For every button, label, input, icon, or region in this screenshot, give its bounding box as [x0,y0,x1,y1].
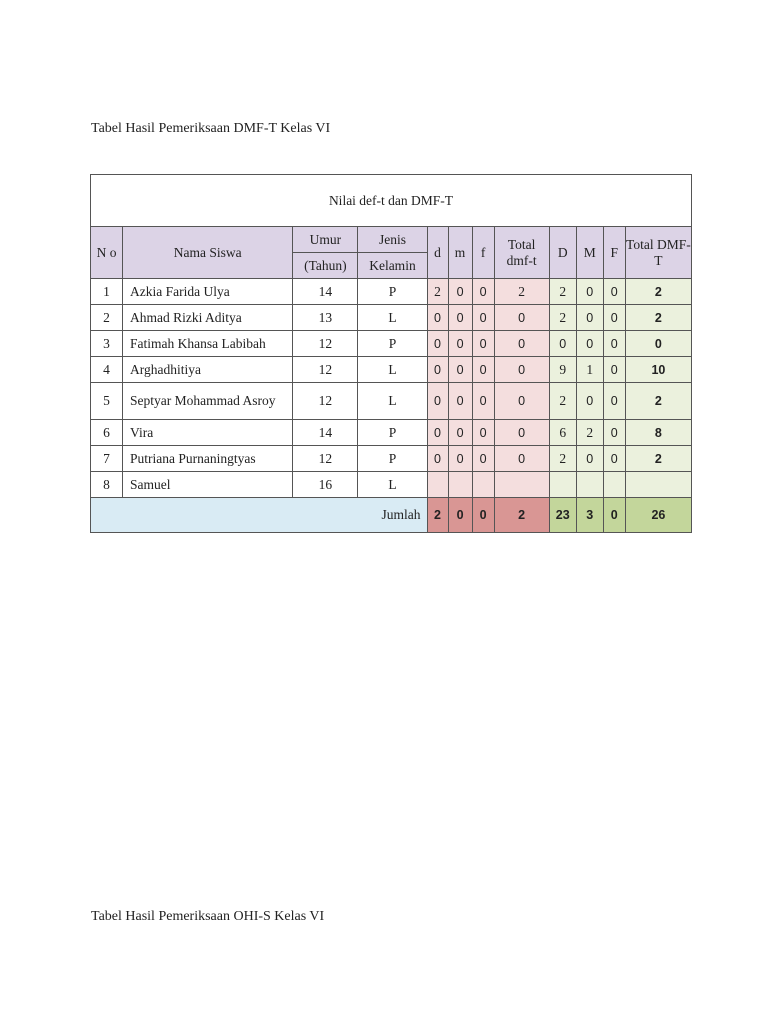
total-f: 0 [472,498,494,533]
cell-d: 0 [427,383,448,420]
cell-m: 0 [448,305,472,331]
cell-umur: 16 [293,472,358,498]
cell-umur: 12 [293,446,358,472]
cell-M: 0 [576,331,603,357]
header-m-upper: M [576,227,603,279]
cell-f: 0 [472,357,494,383]
table-row [91,305,692,331]
table-row [91,472,692,498]
header-f-lower: f [472,227,494,279]
cell-no: 4 [91,357,123,383]
header-d-lower: d [427,227,448,279]
cell-umur: 14 [293,420,358,446]
cell-nama: Vira [123,420,293,446]
total-DMFT: 26 [625,498,691,533]
total-D: 23 [549,498,576,533]
cell-umur: 12 [293,357,358,383]
cell-d [427,472,448,498]
cell-f: 0 [472,279,494,305]
cell-total-dmft: 0 [494,357,549,383]
cell-total-dmft: 0 [494,331,549,357]
header-f-upper: F [603,227,625,279]
cell-total-dmft [494,472,549,498]
cell-d: 0 [427,446,448,472]
cell-nama: Ahmad Rizki Aditya [123,305,293,331]
cell-no: 2 [91,305,123,331]
cell-F [603,472,625,498]
cell-m: 0 [448,279,472,305]
cell-total-DMFT: 0 [625,331,691,357]
cell-no: 3 [91,331,123,357]
cell-total-DMFT: 8 [625,420,691,446]
table-row [91,279,692,305]
total-F: 0 [603,498,625,533]
cell-jenis-kelamin: P [358,279,427,305]
cell-total-DMFT [625,472,691,498]
cell-jenis-kelamin: L [358,472,427,498]
cell-m: 0 [448,331,472,357]
cell-d: 0 [427,305,448,331]
cell-m [448,472,472,498]
header-kelamin: Kelamin [358,253,427,279]
cell-nama: Arghadhitiya [123,357,293,383]
cell-F: 0 [603,357,625,383]
cell-D: 2 [549,305,576,331]
cell-no: 5 [91,383,123,420]
cell-F: 0 [603,420,625,446]
header-total-dmft: Total dmf-t [494,227,549,279]
cell-no: 1 [91,279,123,305]
cell-M: 0 [576,279,603,305]
total-M: 3 [576,498,603,533]
cell-f: 0 [472,446,494,472]
cell-jenis-kelamin: P [358,331,427,357]
cell-jenis-kelamin: L [358,357,427,383]
table-row [91,331,692,357]
cell-m: 0 [448,383,472,420]
header-total-DMFT: Total DMF-T [625,227,691,279]
table-row [91,420,692,446]
header-jenis: Jenis [358,227,427,253]
cell-nama: Azkia Farida Ulya [123,279,293,305]
cell-total-DMFT: 2 [625,305,691,331]
cell-m: 0 [448,420,472,446]
table-caption-ohis: Tabel Hasil Pemeriksaan OHI-S Kelas VI [91,909,325,924]
cell-nama: Septyar Mohammad Asroy [123,383,293,420]
cell-F: 0 [603,446,625,472]
header-no: N o [91,227,123,279]
cell-jenis-kelamin: P [358,446,427,472]
cell-M: 1 [576,357,603,383]
table-title: Nilai def-t dan DMF-T [91,175,692,227]
table-row [91,383,692,420]
cell-f: 0 [472,383,494,420]
header-nama-siswa: Nama Siswa [123,227,293,279]
total-row [91,498,692,533]
cell-total-dmft: 2 [494,279,549,305]
table-row [91,446,692,472]
cell-D: 6 [549,420,576,446]
cell-M: 0 [576,446,603,472]
cell-f: 0 [472,331,494,357]
cell-no: 8 [91,472,123,498]
cell-total-DMFT: 2 [625,383,691,420]
cell-F: 0 [603,383,625,420]
cell-d: 0 [427,420,448,446]
dmft-table [90,174,692,533]
cell-total-DMFT: 2 [625,446,691,472]
cell-M: 0 [576,383,603,420]
cell-no: 6 [91,420,123,446]
cell-M: 0 [576,305,603,331]
cell-total-dmft: 0 [494,383,549,420]
cell-D: 9 [549,357,576,383]
cell-umur: 14 [293,279,358,305]
cell-D: 2 [549,446,576,472]
cell-nama: Samuel [123,472,293,498]
cell-D: 2 [549,383,576,420]
cell-total-dmft: 0 [494,446,549,472]
cell-umur: 12 [293,383,358,420]
total-dmft: 2 [494,498,549,533]
cell-jenis-kelamin: L [358,305,427,331]
header-umur-unit: (Tahun) [293,253,358,279]
cell-F: 0 [603,279,625,305]
cell-jenis-kelamin: L [358,383,427,420]
total-label: Jumlah [91,498,428,533]
cell-no: 7 [91,446,123,472]
cell-m: 0 [448,357,472,383]
cell-f: 0 [472,305,494,331]
header-d-upper: D [549,227,576,279]
cell-umur: 13 [293,305,358,331]
cell-f: 0 [472,420,494,446]
table-caption-dmft: Tabel Hasil Pemeriksaan DMF-T Kelas VI [91,121,331,136]
cell-d: 0 [427,331,448,357]
cell-total-DMFT: 10 [625,357,691,383]
cell-nama: Putriana Purnaningtyas [123,446,293,472]
cell-d: 2 [427,279,448,305]
cell-jenis-kelamin: P [358,420,427,446]
cell-F: 0 [603,305,625,331]
cell-f [472,472,494,498]
cell-umur: 12 [293,331,358,357]
cell-D [549,472,576,498]
cell-F: 0 [603,331,625,357]
cell-M [576,472,603,498]
cell-d: 0 [427,357,448,383]
header-m-lower: m [448,227,472,279]
header-umur: Umur [293,227,358,253]
cell-total-DMFT: 2 [625,279,691,305]
total-m: 0 [448,498,472,533]
cell-nama: Fatimah Khansa Labibah [123,331,293,357]
cell-M: 2 [576,420,603,446]
total-d: 2 [427,498,448,533]
cell-m: 0 [448,446,472,472]
cell-total-dmft: 0 [494,420,549,446]
cell-total-dmft: 0 [494,305,549,331]
table-row [91,357,692,383]
cell-D: 0 [549,331,576,357]
cell-D: 2 [549,279,576,305]
